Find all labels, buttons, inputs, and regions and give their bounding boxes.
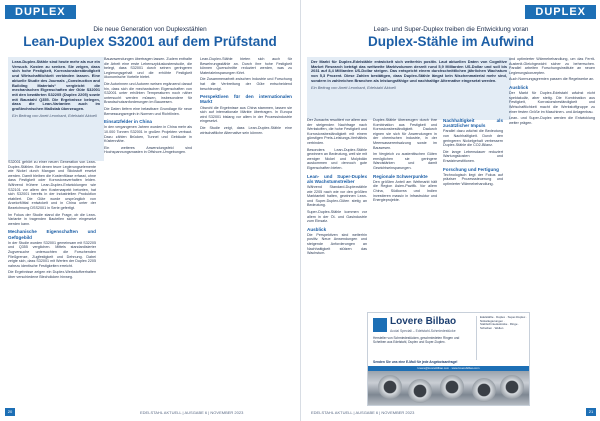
ad-product-list: Edelstähle · Duplex · Super-Duplex · Nickellegierungen · Stahlschmiedestücke · Ringe · Scheiben · Wellen xyxy=(476,316,528,360)
subheading: Perspektiven für den internationalen Markt xyxy=(200,94,292,105)
intro-box xyxy=(307,57,511,120)
subheading: Lean- und Super-Duplex als Wachstumstreiber xyxy=(307,173,367,184)
intro-box xyxy=(8,57,104,161)
disc-image-icon xyxy=(440,375,464,399)
subheading: Nachhaltigkeit als zusätzlicher Impuls xyxy=(443,118,503,129)
intro-text: Der Markt für Duplex-Edelstähle entwickelt sich weiterhin positiv. Laut aktuellen Daten von Cognitive Market Research beträgt das weltweite Marktvolumen derzeit rund 5,9 Milliarden US-Dollar und soll bis 2031 auf 8,4 Milliarden US-Dollar steigen. Das entspricht einem durchschnittlichen jährlichen Wachstum von 5,3 Prozent. Diese Zahlen bestätigen, dass Duplex-Stähle längst kein Nischenmaterial mehr sind, sondern in zahlreichen Branchen als leistungsfähige und nachhaltige Alternative eingesetzt werden. xyxy=(311,59,507,83)
paragraph: Die Autorinnen und Autoren weisen ergänzend darauf hin, dass sich die mechanischen Eigenschaften von S32001 unter erhöhten Temperaturen noch näher untersucht werden müssen, insbesondere für Brandschutzanforderungen im Bauwesen. xyxy=(104,81,192,105)
paragraph: Der Zuwachs resultiert vor allem aus der steigenden Nachfrage nach Werkstoffen, die hohe Festigkeit und Korrosionsbeständigkeit mit einem günstigen Preis-Leistungs-Verhältnis verbinden. xyxy=(307,118,367,145)
column-1 xyxy=(307,118,367,404)
paragraph: Im Vergleich zu austenitischen Güten ermöglichen sie geringere Wandstärken und damit Gewichtseinsparungen. xyxy=(373,152,437,170)
paragraph: Die Studie zeigt, dass Lean-Duplex-Stähle eine wirtschaftliche Alternative sein können. xyxy=(200,125,292,135)
footer: EDELSTAHL AKTUELL | AUSGABE 6 | NOVEMBER 2023 xyxy=(311,410,415,415)
paragraph: In der Studie wurden S32001 gemeinsam mit S32205 und Q355 verglichen. Mittels standardisierter Zugversuche untersuchten die Forschenden Fließgrenze, Zugfestigkeit und Dehnung. Dabei zeigte sich, dass S32001 mit Werten der Duplex 2205 nahezu identische Festigkeiten erreicht. xyxy=(8,240,96,268)
ad-call-to-action: Senden Sie uns eine E-Mail für jede Angebotsanfrage! xyxy=(373,360,458,364)
byline: Ein Beitrag von Anett Leonhard, Edelstahl Aktuell xyxy=(311,84,396,90)
subheading: Regionale Schwerpunkte xyxy=(373,173,428,179)
page-number: 21 xyxy=(586,408,596,416)
ad-text: Hersteller von Schmiedestücken, geschmiedeten Ringen und Scheiben aus Edelstahl, Duplex und Super-Duplex. xyxy=(373,336,460,344)
subheading: Forschung und Fertigung xyxy=(443,166,499,172)
advertisement[interactable] xyxy=(367,312,530,406)
paragraph: Lean- und Super-Duplex werden die Entwicklung weiter prägen. xyxy=(509,116,595,125)
column-3 xyxy=(200,57,292,402)
column-2 xyxy=(104,57,192,307)
paragraph: Die Perspektiven sind weiterhin positiv. Neue Anwendungen und steigende Anforderungen an Nachhaltigkeit stützen das Wachstum. xyxy=(307,232,367,256)
column-3 xyxy=(443,118,503,308)
page-title: Duplex-Stähle im Aufwind xyxy=(367,34,534,49)
paragraph: Besonders Lean-Duplex-Stähle gewinnen an Bedeutung, weil sie mit weniger Nickel und Molybdän auskommen und dennoch gute Eigenschaften bieten. xyxy=(307,147,367,170)
paragraph: Super-Duplex-Stähle kommen vor allem in der Öl- und Gasindustrie zum Einsatz. xyxy=(307,209,367,224)
subheading: Einsatzfelder in China xyxy=(104,119,152,125)
subheading: Mechanische Eigenschaften und Gefügebild xyxy=(8,229,96,240)
paragraph: Obwohl die Ergebnisse aus China stammen, lassen sie sich auf internationale Märkte übertragen. In Europa wird S32001 bislang vor allem in der Prozessindustrie eingesetzt. xyxy=(200,105,292,124)
paragraph: Die Daten liefern eine belastbare Grundlage für neue Bemessungsregeln in Normen und Richtlinien. xyxy=(104,106,192,116)
disc-image-icon xyxy=(408,379,432,403)
footer: EDELSTAHL AKTUELL | AUSGABE 6 | NOVEMBER 2023 xyxy=(140,410,244,415)
paragraph: Parallel dazu wächst die Bedeutung von Nachhaltigkeit. Durch den geringeren Nickelgehalt verbessern Duplex-Stähle die CO2-Bilanz. xyxy=(443,129,503,148)
paragraph: Duplex-Stähle überzeugen durch ihre Kombination aus Festigkeit und Korrosionsbeständigkeit. Dadurch eignen sie sich für Anwendungen in der chemischen Industrie, in der Meerwasserentsalzung sowie im Bauwesen. xyxy=(373,118,437,150)
paragraph: Auch Normungsgremien passen die Regelwerke an. xyxy=(509,77,595,82)
disc-image-icon xyxy=(378,375,402,399)
paragraph: Im Fokus der Studie stand die Frage, ob die Lean-Variante in tragenden Bauteilen sicher eingesetzt werden kann. xyxy=(8,212,96,226)
column-2 xyxy=(373,118,437,308)
paragraph: Die Zusammenarbeit zwischen Industrie und Forschung hat die Verbreitung der Güte entscheidend beschleunigt. xyxy=(200,77,292,91)
subheading: Ausblick xyxy=(509,84,529,90)
paragraph: Während Standard-Duplexstähle wie 2205 nach wie vor den größten Marktanteil halten, gewinnen Lean- und Super-Duplex-Güten stetig an Bedeutung. xyxy=(307,184,367,208)
right-page xyxy=(300,0,600,421)
kicker: Die neue Generation von Duplexstählen xyxy=(93,26,207,33)
disc-image-icon xyxy=(500,375,524,399)
page-title: Lean-Duplex S32001 auf dem Prüfstand xyxy=(23,34,277,49)
disc-image-icon xyxy=(472,378,496,402)
paragraph: Die Ergebnisse zeigen ein Duplex-Werkstoffverhalten über verschiedene Blechdicken hinweg. xyxy=(8,270,96,279)
section-tab: DUPLEX xyxy=(525,5,596,19)
ad-tagline: Acciai Speciali – Edelstahl-Schmiedestücke xyxy=(390,329,456,333)
paragraph: Den größten Anteil am Weltmarkt hält die Region Asien-Pazifik. Vor allem China, Südkorea und Indien investieren massiv in Infrastruktur und Energieprojekte. xyxy=(373,179,437,203)
paragraph: Ein weiteres Anwendungsfeld sind Hochspannungsmasten in Offshore-Umgebungen. xyxy=(104,145,192,155)
paragraph: Technologisch liegt der Fokus auf präziser Prozesssteuerung und optimierter Wärmebehandlung. xyxy=(443,172,503,186)
company-logo-icon xyxy=(373,318,387,332)
paragraph: Bauanwendungen übertragen lassen. Zudem enthalte die Arbeit eine erste Lebenszykluskostenstudie, die belegt, dass S32001 durch seinen geringeren Legierungsgehalt und die erhöhte Festigkeit ökonomische Vorteile bietet. xyxy=(104,57,192,80)
paragraph: S32001 gehört zu einer neuen Generation von Lean-Duplex-Stählen. Bei denen teure Legierungselemente wie Nickel durch Mangan und Stickstoff ersetzt werden. Damit bleiben die Kostenflüsse erfasst, ohne dass Festigkeit oder Korrosionsverhalten leiden. Während frühere Lean-Duplex-Entwicklungen wie S32101 vor allem den Kostenaspekt betonten, hat sich S32001 bereits in der industriellen Produktion etabliert. Die Güte wurde ursprünglich von ArcelorMittal entwickelt und in China unter der Bezeichnung DSS2001 in Serie gefertigt. xyxy=(8,160,96,210)
subheading: Ausblick xyxy=(307,226,327,232)
paragraph: und optimierter Wärmebehandlung, um das Ferrit-Austenit-Gleichgewicht sicher zu beherrschen. Parallel arbeiten Forschungsinstitute an neuen Legierungskonzepten. xyxy=(509,57,595,75)
paragraph: Die lange Lebensdauer reduziert Wartungskosten und Ersatzinvestitionen. xyxy=(443,149,503,163)
intro-text: Lean-Duplex-Stähle sind heute mehr als nur ein Versuch. Kosten zu senken. Sie zeigen, dass sich hohe Festigkeit, Korrosionsbeständigkeit und Wirtschaftlichkeit verbinden lassen. Eine aktuelle Studie des Journals „Construction and Building Materials“ vergleicht die mechanischen Eigenschaften der Güte S32001 mit den bewährten S32205 (Duplex 2205) sowie mit Baustahl Q355. Die Ergebnisse belegen, dass die Lean-Varianten auch im großtechnischen Maßstab überzeugen. xyxy=(12,59,100,112)
page-number: 20 xyxy=(5,408,15,416)
ad-company-name: Lovere Bilbao xyxy=(390,316,457,327)
byline: Ein Beitrag von Anett Leonhard, Edelstahl Aktuell xyxy=(12,112,97,118)
kicker: Lean- und Super-Duplex treiben die Entwicklung voran xyxy=(373,26,529,33)
ad-contact-band[interactable]: lovere@loverebilbao.com · www.loverebilbao.com xyxy=(368,366,529,371)
section-tab: DUPLEX xyxy=(5,5,76,19)
paragraph: Der Markt für Duplex-Edelstahl wächst nicht spektakulär, aber stetig. Die Kombination aus Festigkeit, Korrosionsbeständigkeit und Wirtschaftlichkeit macht die Werkstoffgruppe zu einer festen Größe im Maschinen- und Anlagenbau. xyxy=(509,91,595,114)
paragraph: In den vergangenen Jahren wurden in China mehr als 10.000 Tonnen S32001 in großen Projekten verbaut. Dazu zählen Brücken, Tunnel und Gebäude in Küstennähe. xyxy=(104,125,192,144)
column-1 xyxy=(8,160,96,402)
paragraph: Lean-Duplex-Stähle bieten sich auch für Bewehrungsstähle an. Durch ihre hohe Festigkeit können Querschnitte reduziert werden, was zu Materialeinsparungen führt. xyxy=(200,57,292,75)
